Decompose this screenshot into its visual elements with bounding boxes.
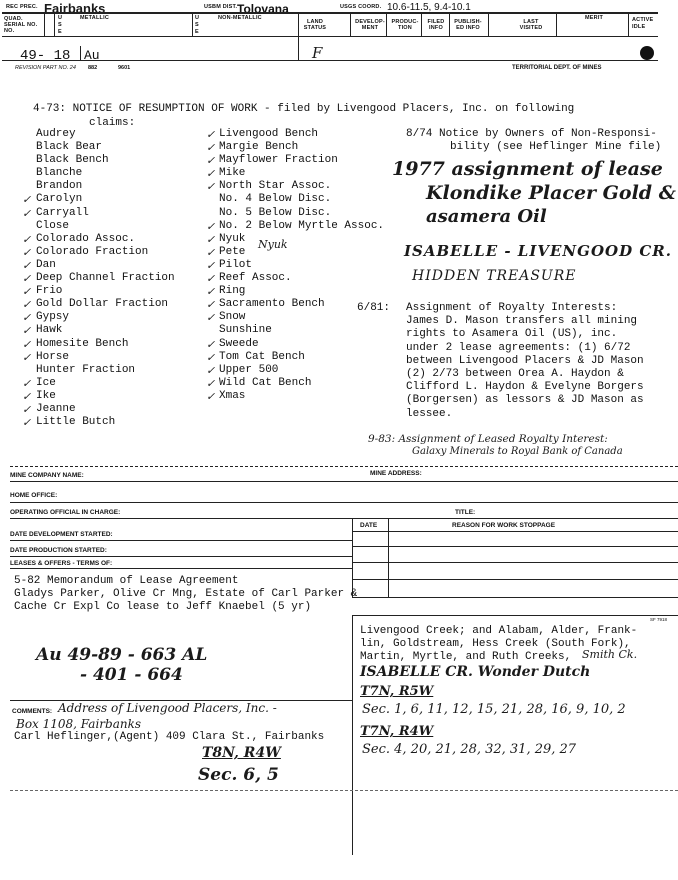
claim-item: Sunshine (219, 324, 272, 337)
claim-item: Hunter Fraction (36, 363, 136, 376)
claim-item: Tom Cat Bench (219, 350, 305, 363)
col-production: PRODUC-TION (391, 19, 419, 31)
revision-label: REVISION PART NO. 24 (15, 65, 76, 71)
col-filed-info: FILED INFO (427, 19, 445, 31)
claim-item: Close (36, 219, 70, 232)
hand-nyuk: Nyuk (258, 238, 288, 251)
comments-label: COMMENTS: (12, 708, 53, 715)
note-874-line-2: bility (see Heflinger Mine file) (450, 141, 662, 153)
quad-value: 49- 18 (20, 48, 71, 64)
claims-column-1 (36, 128, 175, 429)
royalty-text (406, 302, 644, 421)
hand-mls-2: - 401 - 664 (80, 665, 183, 685)
royalty-line: James D. Mason transfers all mining (406, 315, 638, 328)
royalty-line: between Livengood Placers & JD Mason (406, 354, 644, 367)
check-marks-col2: ✓ ✓ ✓ ✓ ✓ ✓ ✓ ✓ ✓ ✓ ✓ ✓ ✓ ✓ ✓ ✓ ✓ ✓ (206, 128, 216, 403)
rec-prec-value: Fairbanks (44, 1, 106, 16)
col-land-status: LAND STATUS (303, 19, 327, 31)
rec-prec-label: REC PREC. (6, 4, 38, 10)
lease-line-1: 5-82 Memorandum of Lease Agreement (14, 575, 239, 587)
home-office-label: HOME OFFICE: (10, 492, 58, 499)
royalty-line: under 2 lease agreements: (1) 6/72 (406, 341, 631, 354)
operating-official-label: OPERATING OFFICIAL IN CHARGE: (10, 509, 121, 516)
nonmetallic-label: NON-METALLIC (218, 15, 262, 21)
col-last-visited: LAST VISITED (519, 19, 543, 31)
claim-item: Sacramento Bench (219, 298, 325, 311)
claim-item: Wild Cat Bench (219, 376, 312, 389)
hand-t7n-r4w: T7N, R4W (360, 724, 434, 739)
note-874-line-1: 8/74 Notice by Owners of Non-Responsi- (406, 128, 657, 140)
hand-mls-1: Au 49-89 - 663 AL (36, 645, 208, 665)
royalty-line: Clifford L. Haydon & Evelyne Borgers (406, 381, 644, 394)
claim-item: Ice (36, 376, 56, 389)
claim-item: Blanche (36, 167, 83, 180)
claim-item: No. 2 Below Myrtle Assoc. (219, 219, 385, 232)
hand-isabelle-2: ISABELLE CR. Wonder Dutch (360, 664, 591, 680)
usgs-coord-value: 10.6-11.5, 9.4-10.1 (387, 2, 471, 13)
hand-asamera: asamera Oil (426, 206, 547, 227)
title-label: TITLE: (455, 509, 476, 516)
hand-t8n-r4w: T8N, R4W (202, 745, 281, 761)
dev-started-label: DATE DEVELOPMENT STARTED: (10, 531, 113, 538)
comments-line: Carl Heflinger,(Agent) 409 Clara St., Fairbanks (14, 731, 325, 743)
notice-line-2: claims: (89, 117, 136, 129)
mine-company-label: MINE COMPANY NAME: (10, 472, 84, 479)
claim-item: Jeanne (36, 402, 76, 415)
hand-klondike: Klondike Placer Gold & (426, 182, 676, 204)
usgs-coord-label: USGS COORD. (340, 4, 382, 10)
leases-label: LEASES & OFFERS - TERMS OF: (10, 560, 113, 567)
royalty-line: (2) 2/73 between Orea A. Haydon & (406, 368, 624, 381)
claim-item: Colorado Assoc. (36, 232, 136, 245)
hand-comments-1: Address of Livengood Placers, Inc. - (58, 701, 277, 715)
claim-item: Homesite Bench (36, 337, 129, 350)
claim-item: No. 4 Below Disc. (219, 193, 332, 206)
claim-item: North Star Assoc. (219, 180, 332, 193)
claim-item: Ike (36, 389, 56, 402)
claim-item: Carolyn (36, 193, 83, 206)
col-published-info: PUBLISH-ED INFO (454, 19, 482, 31)
hand-sec-list-2: Sec. 4, 20, 21, 28, 32, 31, 29, 27 (362, 742, 577, 757)
claim-item: Little Butch (36, 416, 116, 429)
claim-item: Horse (36, 350, 70, 363)
active-marker-icon (640, 46, 654, 60)
claim-item: Reef Assoc. (219, 272, 292, 285)
hand-sec-list-1: Sec. 1, 6, 11, 12, 15, 21, 28, 16, 9, 10, 2 (362, 702, 626, 717)
claim-item: Mike (219, 167, 246, 180)
col-merit: MERIT (585, 15, 604, 21)
claim-item: Xmas (219, 389, 246, 402)
lease-line-2: Gladys Parker, Olive Cr Mng, Estate of Carl Parker & (14, 588, 358, 600)
claim-item: Carryall (36, 206, 89, 219)
location-line-1: Livengood Creek; and Alabam, Alder, Frank- (360, 625, 638, 637)
metal-value: Au (84, 48, 100, 63)
col-active-idle: ACTIVE IDLE (632, 17, 654, 30)
claim-item: Audrey (36, 128, 76, 140)
claim-item: Frio (36, 285, 63, 298)
claim-item: Brandon (36, 180, 83, 193)
claim-item: Sweede (219, 337, 259, 350)
location-line-2: lin, Goldstream, Hess Creek (South Fork), (360, 638, 631, 650)
royalty-date: 6/81: (357, 302, 391, 314)
hand-assignment-983-2: Galaxy Minerals to Royal Bank of Canada (412, 446, 623, 457)
hand-smith-creek: Smith Ck. (582, 648, 638, 661)
col-develop: DEVELOP-MENT (355, 19, 385, 31)
claim-item: Pilot (219, 258, 253, 271)
hand-comments-2: Box 1108, Fairbanks (16, 717, 142, 731)
claim-item: Black Bear (36, 141, 103, 154)
claims-column-2 (219, 128, 384, 403)
hand-t7n-r5w: T7N, R5W (360, 684, 434, 699)
claim-item: Livengood Bench (219, 128, 319, 140)
quad-label: QUAD. SERIAL NO. NO. (4, 16, 38, 34)
claim-item: Mayflower Fraction (219, 154, 338, 167)
claim-item: No. 5 Below Disc. (219, 206, 332, 219)
royalty-line: (Borgersen) as lessors & JD Mason as (406, 394, 644, 407)
hand-1977-assignment: 1977 assignment of lease (392, 158, 663, 180)
claim-item: Margie Bench (219, 141, 299, 154)
claim-item: Gypsy (36, 311, 70, 324)
claim-item: Ring (219, 285, 246, 298)
hand-isabelle: ISABELLE - LIVENGOOD CR. (404, 242, 672, 260)
claim-item: Nyuk (219, 232, 246, 245)
claim-item: Pete (219, 245, 246, 258)
header-block: REC PREC. Fairbanks USBM DIST. Tolovana USGS COORD. 10.6-11.5, 9.4-10.1 QUAD. SERIAL NO. NO. U S E METALLIC U S E NON-METALLIC LAND STATUS DEVELOP-MENT PRODUC-TION FILED INFO PUBLISH-ED INFO LAST VISITED MERIT ACTIVE IDLE 49- 18 Au F REVISION PART NO. 24 882 9601 TERRITORIAL DEPT. OF MINES (0, 0, 678, 64)
hand-sec-65: Sec. 6, 5 (198, 765, 279, 785)
claim-item: Gold Dollar Fraction (36, 298, 169, 311)
mine-address-label: MINE ADDRESS: (370, 470, 422, 477)
hand-assignment-983-1: 9-83: Assignment of Leased Royalty Interest: (368, 433, 608, 445)
prod-started-label: DATE PRODUCTION STARTED: (10, 547, 107, 554)
royalty-line: lessee. (406, 407, 453, 420)
claim-item: Dan (36, 258, 56, 271)
reason-label: REASON FOR WORK STOPPAGE (452, 522, 556, 529)
check-marks-col1: ✓ ✓ ✓ ✓ ✓ ✓ ✓ ✓ ✓ ✓ ✓ ✓ ✓ ✓ ✓ ✓ (22, 193, 32, 430)
claim-item: Deep Channel Fraction (36, 272, 175, 285)
metallic-label: METALLIC (80, 15, 109, 21)
claim-item: Black Bench (36, 154, 109, 167)
usbm-dist-value: Tolovana (237, 2, 289, 16)
royalty-line: Assignment of Royalty Interests: (406, 302, 618, 314)
status-mark: F (312, 44, 323, 62)
location-line-3: Martin, Myrtle, and Ruth Creeks, (360, 651, 572, 663)
hand-hidden-treasure: HIDDEN TREASURE (412, 268, 577, 284)
claim-item: Upper 500 (219, 363, 279, 376)
claim-item: Snow (219, 311, 246, 324)
usbm-dist-label: USBM DIST. (204, 4, 238, 10)
royalty-line: rights to Asamera Oil (US), inc. (406, 328, 618, 341)
notice-line-1: 4-73: NOTICE OF RESUMPTION OF WORK - filed by Livengood Placers, Inc. on following (33, 103, 575, 115)
lease-line-3: Cache Cr Expl Co lease to Jeff Knaebel (5 yr) (14, 601, 312, 613)
claim-item: Hawk (36, 324, 63, 337)
claim-item: Colorado Fraction (36, 245, 149, 258)
date-label: DATE (360, 522, 378, 529)
territorial-label: TERRITORIAL DEPT. OF MINES (512, 65, 602, 71)
